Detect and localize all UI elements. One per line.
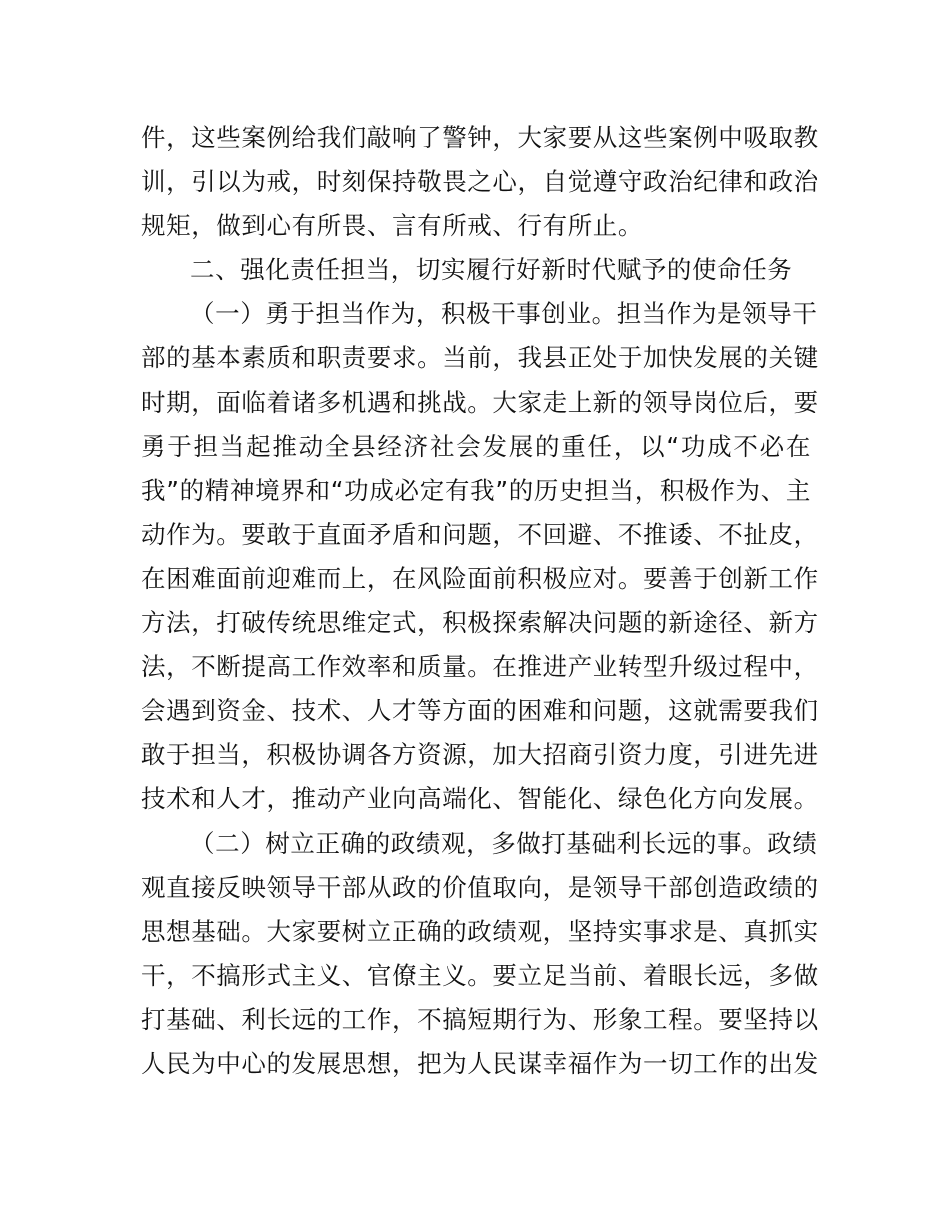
body-line: 我”的精神境界和“功成必定有我”的历史担当，积极作为、主 xyxy=(141,475,811,505)
body-line: 会遇到资金、技术、人才等方面的困难和问题，这就需要我们 xyxy=(141,696,819,726)
body-line: 干，不搞形式主义、官僚主义。要立足当前、着眼长远，多做 xyxy=(141,960,819,990)
body-line: 部的基本素质和职责要求。当前，我县正处于加快发展的关键 xyxy=(141,343,819,373)
body-line: 动作为。要敢于直面矛盾和问题，不回避、不推诿、不扯皮， xyxy=(141,519,819,549)
body-line: 思想基础。大家要树立正确的政绩观，坚持实事求是、真抓实 xyxy=(141,916,819,946)
body-line: 法，不断提高工作效率和质量。在推进产业转型升级过程中， xyxy=(141,652,819,682)
body-line: 在困难面前迎难而上，在风险面前积极应对。要善于创新工作 xyxy=(141,563,819,593)
body-line: 打基础、利长远的工作，不搞短期行为、形象工程。要坚持以 xyxy=(141,1004,819,1034)
body-line: 方法，打破传统思维定式，积极探索解决问题的新途径、新方 xyxy=(141,608,819,638)
document-body xyxy=(141,116,819,1086)
subsection-heading-line: （一）勇于担当作为，积极干事创业。担当作为是领导干 xyxy=(190,299,818,329)
body-line: 规矩，做到心有所畏、言有所戒、行有所止。 xyxy=(141,211,643,241)
body-line: 件，这些案例给我们敲响了警钟，大家要从这些案例中吸取教 xyxy=(141,123,819,152)
body-line: 时期，面临着诸多机遇和挑战。大家走上新的领导岗位后，要 xyxy=(141,387,819,417)
subsection-heading-line: （二）树立正确的政绩观，多做打基础利长远的事。政绩 xyxy=(190,828,818,858)
body-line: 勇于担当起推动全县经济社会发展的重任，以“功成不必在 xyxy=(141,431,811,461)
body-line: 观直接反映领导干部从政的价值取向，是领导干部创造政绩的 xyxy=(141,872,819,902)
body-line: 训，引以为戒，时刻保持敬畏之心，自觉遵守政治纪律和政治 xyxy=(141,167,819,197)
section-heading: 二、强化责任担当，切实履行好新时代赋予的使命任务 xyxy=(190,255,793,285)
body-line: 人民为中心的发展思想，把为人民谋幸福作为一切工作的出发 xyxy=(141,1048,819,1078)
body-line: 技术和人才，推动产业向高端化、智能化、绿色化方向发展。 xyxy=(141,784,819,814)
body-line: 敢于担当，积极协调各方资源，加大招商引资力度，引进先进 xyxy=(141,740,819,770)
